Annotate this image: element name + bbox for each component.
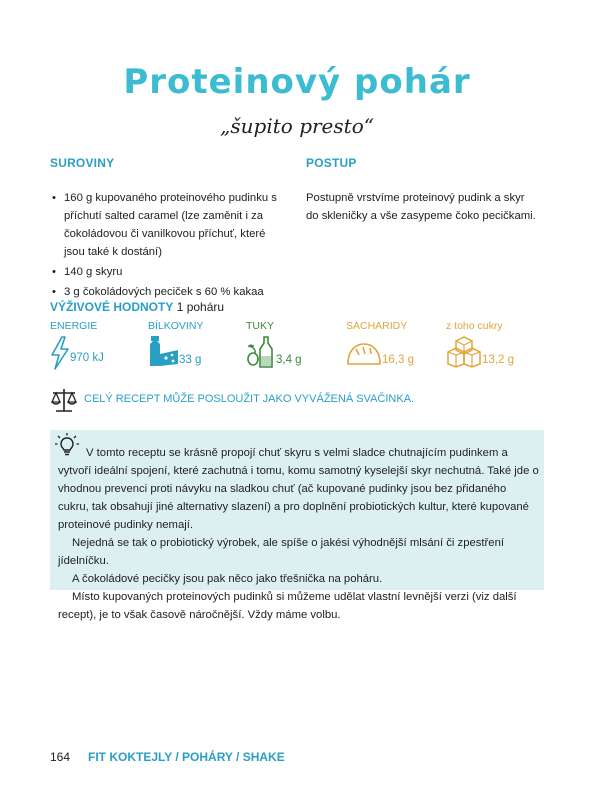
nutrition-protein bbox=[148, 320, 238, 366]
nutrition-carbs bbox=[346, 320, 446, 366]
nutrition-energy bbox=[50, 320, 140, 364]
nutrition-name: BÍLKOVINY bbox=[148, 320, 204, 332]
tip-paragraph: Místo kupovaných proteinových pudinků si můžeme udělat vlastní levnější verzi (viz další recept), je to však časově náročnější. Vždy máme volbu. bbox=[58, 591, 517, 621]
lightning-icon bbox=[50, 336, 70, 370]
nutrition-name: z toho cukry bbox=[446, 320, 503, 332]
bread-icon bbox=[346, 340, 382, 368]
nutrition-value: 13,2 g bbox=[482, 354, 514, 366]
recipe-title: Proteinový pohár bbox=[123, 62, 471, 102]
nutrition-value: 3,4 g bbox=[276, 354, 302, 366]
balance-note: CELÝ RECEPT MŮŽE POSLOUŽIT JAKO VYVÁŽENÁ SVAČINKA. bbox=[84, 393, 415, 405]
sugar-cubes-icon bbox=[446, 336, 482, 368]
page-number: 164 bbox=[50, 750, 71, 764]
ingredients-heading: SUROVINY bbox=[50, 156, 115, 170]
nutrition-name: TUKY bbox=[246, 320, 275, 332]
nutrition-value: 16,3 g bbox=[382, 354, 414, 366]
method-heading: POSTUP bbox=[306, 156, 357, 170]
ingredient-item: • 3 g čokoládových peciček s 60 % kakaa bbox=[64, 283, 282, 301]
nutrition-value: 970 kJ bbox=[70, 352, 104, 364]
ingredient-item: • 140 g skyru bbox=[64, 263, 282, 281]
section-title: FIT KOKTEJLY / POHÁRY / SHAKE bbox=[88, 750, 285, 764]
nutrition-fats bbox=[246, 320, 336, 366]
nutrition-heading bbox=[50, 300, 224, 314]
tip-paragraph: V tomto receptu se krásně propojí chuť skyru s velmi sladce chutnajícím pudinkem a vytvoří ideální spojení, které zachutná i tomu, komu samotný kyselejší skyr nechutná. Také jde o vhodnou prevenci proti návyku na sladkou chuť (ač kupované pudinky jsou bez přidaného cukru, tak obsahují jiné alternativy slazení) a pro doplnění probiotických kultur, které kupované proteinové pudinky nemají. bbox=[58, 447, 539, 531]
nutrition-name: SACHARIDY bbox=[346, 320, 408, 332]
method-text: Postupně vrstvíme proteinový pudink a skyr do skleničky a vše zasypeme čoko pecičkami. bbox=[306, 192, 536, 222]
ingredients-list bbox=[50, 189, 282, 303]
recipe-subtitle: „šupito presto“ bbox=[220, 114, 374, 138]
nutrition-name: ENERGIE bbox=[50, 320, 98, 332]
tip-paragraph: A čokoládové pecičky jsou pak něco jako třešnička na poháru. bbox=[72, 573, 383, 585]
ingredient-item: • 160 g kupovaného proteinového pudinku s příchutí salted caramel (lze zaměnit i za čokoládovou či vanilkovou příchuť, které jsou také k dostání) bbox=[64, 189, 282, 261]
tip-text bbox=[58, 444, 540, 624]
nutrition-value: 33 g bbox=[179, 354, 202, 366]
milk-cheese-icon bbox=[148, 334, 180, 368]
scale-icon bbox=[50, 386, 78, 414]
tip-paragraph: Nejedná se tak o probiotický výrobek, ale spíše o jakési výhodnější mlsání či zpestření jídelníčku. bbox=[58, 537, 505, 567]
nutrition-sugars bbox=[446, 320, 546, 366]
nutrition-per: 1 poháru bbox=[176, 300, 225, 314]
nutrition-label: VÝŽIVOVÉ HODNOTY bbox=[50, 300, 174, 314]
olive-oil-icon bbox=[246, 334, 276, 370]
